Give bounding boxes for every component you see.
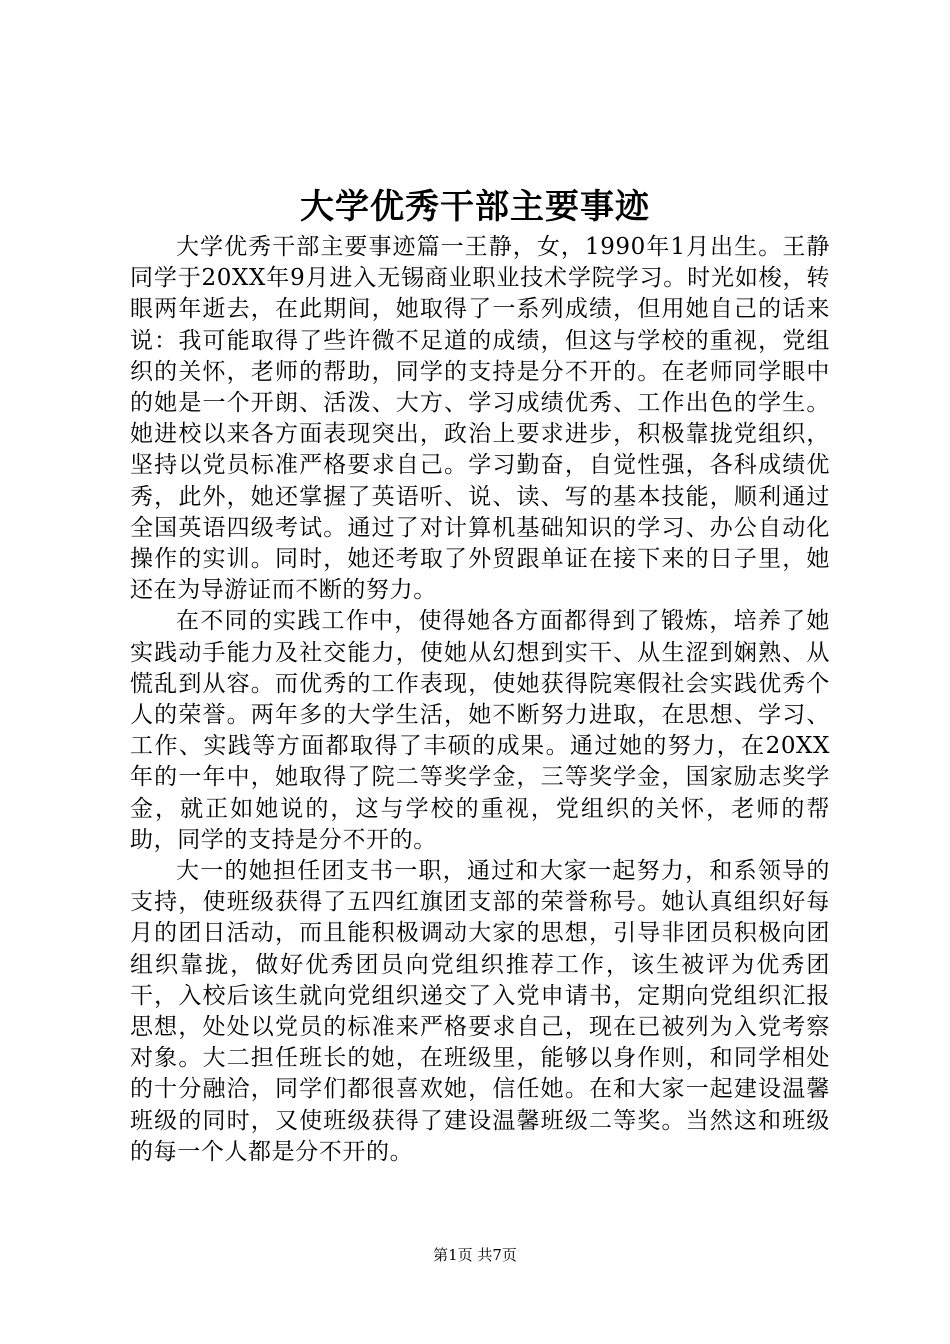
paragraph-2: 在不同的实践工作中，使得她各方面都得到了锻炼，培养了她实践动手能力及社交能力，使她从幻想到实干、从生涩到娴熟、从慌乱到从容。而优秀的工作表现，使她获得院寒假社会实践优秀个人的荣誉。两年多的大学生活，她不断努力进取，在思想、学习、工作、实践等方面都取得了丰硕的成果。通过她的努力，在20XX年的一年中，她取得了院二等奖学金，三等奖学金，国家励志奖学金，就正如她说的，这与学校的重视，党组织的关怀，老师的帮助，同学的支持是分不开的。 (130, 608, 830, 853)
page-number-footer: 第1页 共7页 (433, 1246, 517, 1264)
document-title: 大学优秀干部主要事迹 (300, 187, 650, 227)
document-body (130, 232, 830, 1168)
paragraph-1: 大学优秀干部主要事迹篇一王静，女，1990年1月出生。王静同学于20XX年9月进入无锡商业职业技术学院学习。时光如梭，转眼两年逝去，在此期间，她取得了一系列成绩，但用她自己的话来说：我可能取得了些许微不足道的成绩，但这与学校的重视，党组织的关怀，老师的帮助，同学的支持是分不开的。在老师同学眼中的她是一个开朗、活泼、大方、学习成绩优秀、工作出色的学生。她进校以来各方面表现突出，政治上要求进步，积极靠拢党组织，坚持以党员标准严格要求自己。学习勤奋，自觉性强，各科成绩优秀，此外，她还掌握了英语听、说、读、写的基本技能，顺利通过全国英语四级考试。通过了对计算机基础知识的学习、办公自动化操作的实训。同时，她还考取了外贸跟单证在接下来的日子里，她还在为导游证而不断的努力。 (130, 234, 830, 604)
paragraph-3: 大一的她担任团支书一职，通过和大家一起努力，和系领导的支持，使班级获得了五四红旗团支部的荣誉称号。她认真组织好每月的团日活动，而且能积极调动大家的思想，引导非团员积极向团组织靠拢，做好优秀团员向党组织推荐工作，该生被评为优秀团干，入校后该生就向党组织递交了入党申请书，定期向党组织汇报思想，处处以党员的标准来严格要求自己，现在已被列为入党考察对象。大二担任班长的她，在班级里，能够以身作则，和同学相处的十分融洽，同学们都很喜欢她，信任她。在和大家一起建设温馨班级的同时，又使班级获得了建设温馨班级二等奖。当然这和班级的每一个人都是分不开的。 (130, 858, 830, 1165)
